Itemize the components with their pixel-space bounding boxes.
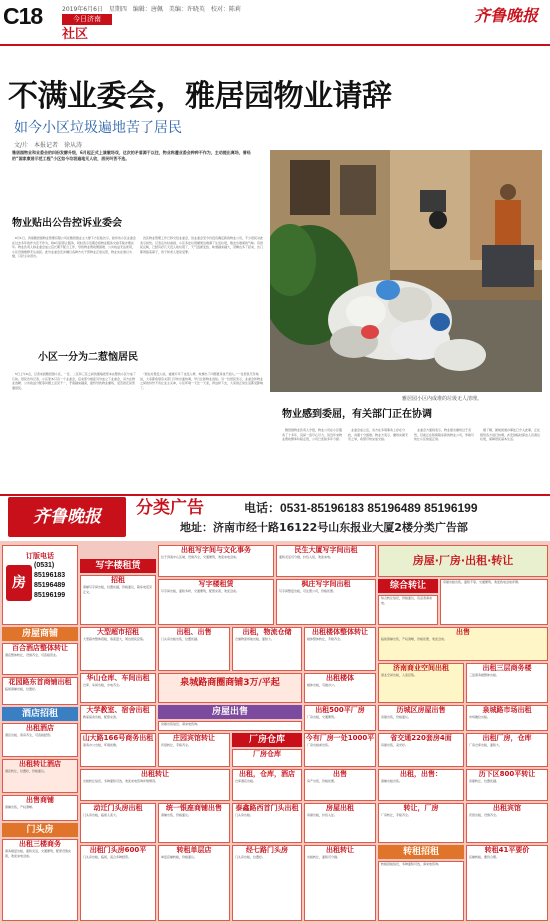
headline: 不满业委会，雅居园物业请辞 bbox=[8, 79, 392, 114]
page-number: C18 bbox=[3, 3, 43, 29]
ad-title: 房屋出租 bbox=[326, 804, 354, 812]
ad-title: 庄园宾馆转让 bbox=[173, 734, 215, 742]
subhead-notice: 物业贴出公告控诉业委会 bbox=[12, 218, 122, 229]
ad-title: 泉城路商圈商铺3万/平起 bbox=[180, 678, 280, 688]
ad-cell bbox=[466, 705, 548, 731]
ad-cell bbox=[466, 769, 548, 801]
ad-title: 出租500平厂房 bbox=[315, 706, 365, 714]
ad-cell bbox=[80, 733, 156, 767]
ad-cell bbox=[232, 803, 302, 843]
ad-logo: 齐鲁晚报 bbox=[8, 497, 126, 537]
ad-detail: 临街商铺出售，产权清晰，价格优惠，欢迎洽谈。 bbox=[381, 637, 448, 641]
sub-number-1: 85196183 bbox=[34, 572, 66, 579]
ad-title: 大学教室、宿舍出租 bbox=[86, 706, 150, 714]
photo-caption: 雅居园小区内成堆的垃圾无人清理。 bbox=[402, 396, 483, 402]
ad-cell bbox=[158, 579, 274, 625]
ad-detail: 位于济南中心区域，设施齐全，交通便利，欢迎来电洽谈。 bbox=[161, 555, 240, 559]
ad-detail: 转租招租信息，多种面积可选，请来电咨询。 bbox=[381, 862, 442, 866]
ad-cell bbox=[2, 839, 78, 921]
ad-detail: 厂房转让，手续齐全。 bbox=[381, 813, 412, 817]
ad-detail: 房屋出售信息，请来电咨询。 bbox=[161, 722, 201, 726]
ad-detail: 楼体出租，可做办公。 bbox=[307, 683, 338, 687]
classified-grid bbox=[0, 541, 550, 924]
ad-detail: 房屋转让，位置优越。 bbox=[469, 779, 500, 783]
ad-title: 出租楼体整体转让 bbox=[312, 628, 368, 636]
ad-cell bbox=[158, 845, 230, 921]
ad-title: 今有厂房一处1000平 bbox=[305, 734, 375, 742]
ad-detail: 房屋出售，价格面议。 bbox=[381, 715, 412, 719]
ad-cell bbox=[304, 733, 376, 767]
category-band: 写字楼租赁 bbox=[80, 559, 156, 573]
body-column-2: 四区物业管理工作已移交给业委会，但业委会至今仍没有确定新的物业公司，不少居民对此表示担忧。记者走访时看到，小区多处垃圾桶周边堆满了生活垃圾，散发出难闻的气味。有居民反映，已经有好几天没人收垃圾了，天气逐渐变热，味道越来越大，苍蝇也多了起来，出门都得捂着鼻子，孩子和老人更是受罪。 bbox=[140, 236, 264, 254]
ad-cell bbox=[378, 705, 464, 731]
ad-cell bbox=[80, 769, 230, 801]
body-column-7: 业委会方面则表示，物业提出撤场过于突然，目前正在积极联系新的物业公司，争取尽快让小区恢复正常。 bbox=[414, 428, 475, 442]
ad-cell bbox=[378, 769, 464, 801]
ad-title: 出租写字间与文化事务 bbox=[181, 546, 251, 554]
ad-cell bbox=[466, 845, 548, 921]
category-band: 门头房 bbox=[2, 823, 78, 837]
ad-cell bbox=[378, 627, 548, 661]
body-column-8: 据了解，属地街道办事处已介入此事，正在组织各方进行协调，并安排临时保洁人员清运垃圾，保障居民基本生活。 bbox=[480, 428, 541, 442]
ad-detail: 市场摊位出租。 bbox=[469, 715, 491, 719]
today-jinan-bar: 今日济南 bbox=[62, 14, 112, 25]
ad-title: 济南商业空间出租 bbox=[393, 664, 449, 672]
ad-detail: 写字间出租，面积多样，交通便利，配套完善，欢迎洽谈。 bbox=[161, 589, 240, 593]
ad-title: 出租转让酒店 bbox=[19, 760, 61, 768]
header-rule bbox=[0, 44, 550, 46]
ad-cell bbox=[378, 663, 464, 703]
ad-detail: 大型超市整体招租，客流量大，周边居民密集。 bbox=[83, 637, 147, 641]
byline: 文/片 本报记者 徐从涛 bbox=[14, 142, 83, 149]
ad-title: 出租三楼商务 bbox=[19, 840, 61, 848]
ad-title: 出租，仓库，酒店 bbox=[239, 770, 295, 778]
ad-title: 华山仓库、车间出租 bbox=[86, 674, 150, 682]
ad-title: 出租楼体 bbox=[326, 674, 354, 682]
ad-title: 统一银座商铺出售 bbox=[166, 804, 222, 812]
ad-title: 历下区800平转让 bbox=[478, 770, 536, 778]
ad-cell bbox=[440, 579, 548, 625]
ad-title: 房屋·厂房·出租·转让 bbox=[412, 554, 514, 567]
subscription-box bbox=[2, 545, 78, 625]
ad-title: 泉城路市场出租 bbox=[482, 706, 532, 714]
ad-detail: 酒店出租，客房齐全，可直接经营。 bbox=[5, 733, 54, 737]
ad-cell bbox=[378, 595, 438, 625]
ad-detail: 厂房仓库出租，面积大。 bbox=[469, 743, 503, 747]
ad-title: 山大路166号商务出租 bbox=[82, 734, 154, 742]
section-title: 社区 bbox=[62, 27, 89, 42]
ad-cell bbox=[158, 803, 230, 843]
ad-detail: 临街商铺出租，位置好。 bbox=[5, 687, 39, 691]
ad-title: 出租，出售： bbox=[400, 770, 442, 778]
ad-title: 厂房仓库 bbox=[253, 750, 281, 758]
ad-title: 出售商铺 bbox=[26, 796, 54, 804]
category-band: 转租招租 bbox=[378, 845, 464, 859]
ad-cell bbox=[304, 769, 376, 801]
ad-detail: 房屋出售，采光好。 bbox=[381, 743, 409, 747]
ad-phone: 电话：0531-85196183 85196489 85196199 bbox=[244, 501, 478, 515]
ad-detail: 宾馆转让，手续齐全。 bbox=[161, 743, 192, 747]
ad-address: 地址：济南市经十路16122号山东报业大厦2楼分类广告部 bbox=[180, 521, 468, 534]
ad-cell bbox=[466, 733, 548, 767]
ad-detail: 商铺出售，价格面议。 bbox=[161, 813, 192, 817]
ad-detail: 仓库酒店出租。 bbox=[235, 779, 257, 783]
ad-detail: 门头房出租。 bbox=[235, 813, 254, 817]
ad-detail: 出租转让，面积可分割。 bbox=[307, 855, 341, 859]
lead-paragraph: 雅居园物业和业委会的纠纷发酵升级，6月起正式上演撤场戏，这次的矛盾源于以往，物业称遭业委会种种不作为，主动提出离场，曾经的“国家康居示范工程”小区如今垃圾遍地无人收，居民叫苦不迭。 bbox=[12, 150, 251, 161]
ad-detail: 楼体整体转让，手续齐全。 bbox=[307, 637, 344, 641]
ad-detail: 门头房出租，位置好。 bbox=[235, 855, 266, 859]
subhead-division: 小区一分为二惹恼居民 bbox=[38, 352, 138, 363]
body-column-4: “现在垃圾没人收，楼道灯坏了也没人修，电梯出了问题更是找不到人。”一位居民无奈地说，大家都希望有关部门尽快出面协调，早日让新物业进驻。另一位居民表示，业委会和物业之间的纠纷不该让业主买单，小区环境一天比一天差，再这样下去，大家的正常生活都受影响了。 bbox=[140, 372, 264, 390]
ad-detail: 教室宿舍出租，配套完善。 bbox=[83, 715, 120, 719]
ad-detail: 厂房出租或出售。 bbox=[307, 743, 332, 747]
subscription-label: 订版电话 bbox=[26, 552, 54, 560]
ad-detail: 三层商务楼整体出租。 bbox=[469, 673, 500, 677]
ad-cell bbox=[304, 845, 376, 921]
ad-title: 出售 bbox=[333, 770, 347, 778]
ad-detail: 宾馆出租，设施齐全。 bbox=[469, 813, 500, 817]
ad-detail: 店铺转租，要价合理。 bbox=[469, 855, 500, 859]
ad-title: 经七路门头房 bbox=[246, 846, 288, 854]
ad-cell bbox=[2, 723, 78, 757]
ad-cell bbox=[466, 663, 548, 703]
ad-title: 枫庄写字间出租 bbox=[301, 580, 351, 588]
ad-detail: 房屋出租出售，面积不等，交通便利，欢迎致电洽谈详情。 bbox=[443, 580, 522, 584]
ad-cell bbox=[232, 769, 302, 801]
ad-title: 民生大厦写字间出租 bbox=[294, 546, 358, 554]
ad-cell bbox=[158, 721, 302, 731]
ad-cell bbox=[80, 627, 156, 671]
ad-detail: 出租转让信息，多种面积可选，欢迎来电咨询详细情况。 bbox=[83, 779, 159, 783]
ad-cell bbox=[466, 803, 548, 843]
body-column-6: 业委会成立后，双方在多项事务上存在分歧，沟通十分困难。物业方表示，撤场实属无奈之举，希望尽快完成交接。 bbox=[348, 428, 409, 442]
ad-title: 出租转让 bbox=[326, 846, 354, 854]
ad-cell bbox=[232, 845, 302, 921]
category-band: 房屋商铺 bbox=[2, 627, 78, 641]
ad-cell bbox=[304, 673, 376, 703]
ad-detail: 商铺出租出售。 bbox=[381, 779, 403, 783]
ad-cell bbox=[158, 545, 274, 577]
ad-title: 泰鑫路西首门头出租 bbox=[235, 804, 299, 812]
category-band: 厂房仓库 bbox=[232, 733, 302, 747]
issue-meta: 2019年6月6日 星期四 编辑：唐佩 美编：许晓英 校对：陈莉 bbox=[62, 6, 241, 13]
ad-detail: 仓储物流场地出租，面积大。 bbox=[235, 637, 275, 641]
ad-cell bbox=[2, 643, 78, 675]
ad-cell bbox=[378, 545, 548, 577]
ad-title: 出售 bbox=[456, 628, 470, 636]
ad-cell bbox=[80, 673, 156, 703]
ad-detail: 酒店转让，位置好，价格面议。 bbox=[5, 769, 48, 773]
sub-number-0: (0531) bbox=[34, 562, 55, 569]
ad-title: 出租转让 bbox=[141, 770, 169, 778]
ad-detail: 面积灵活可分割，拎包入驻，欢迎来电。 bbox=[279, 555, 334, 559]
sub-number-3: 85196199 bbox=[34, 592, 66, 599]
ad-title: 动迁门头房出租 bbox=[93, 804, 143, 812]
ad-title: 出租厂房，仓库 bbox=[482, 734, 532, 742]
body-column-3: 5日上午6点，记者来到雅居园小区，一区、二区和三区之间的围墙把原本完整的小区分成了几块。居民告诉记者，小区原本只有一个业委会，后来部分楼座另外成立了业委会，双方在物业选聘、公共收益分配等问题上意见不一，矛盾越来越深，最终导致物业撤场，受苦的还是普通居民。 bbox=[12, 372, 136, 390]
ad-title: 花园路东首商铺出租 bbox=[8, 678, 72, 686]
ad-title: 写字楼租赁 bbox=[198, 580, 234, 588]
ad-title: 转租41平要价 bbox=[484, 846, 530, 854]
body-column-1: 6月1日，济南雅居园物业管理有限公司在雅居园业主大厦下方张贴告示，控诉该小区业委会在过去多年的作为及不作为，称6月起停止服务，同时表示近期会将物业服务交接手续办理完毕。物业负责人称业委会成立后长期不配合工作，导致物业费收缴困难、公共收益无法使用，小区设施维修无从谈起。此外业委会还涉嫌以各种方式干预物业正常运营，物业实在难以为继，只好主动退出。 bbox=[12, 236, 136, 259]
ad-cell bbox=[378, 733, 464, 767]
ad-cell bbox=[304, 803, 376, 843]
ad-detail: 门头房出租，临街，适合多种经营。 bbox=[83, 855, 132, 859]
category-band: 房屋出售 bbox=[158, 705, 302, 719]
ad-detail: 单层店铺转租，价格面议。 bbox=[161, 855, 198, 859]
sub-number-2: 85196489 bbox=[34, 582, 66, 589]
ad-cell bbox=[158, 673, 302, 703]
ad-title: 转租单层店 bbox=[176, 846, 212, 854]
ad-cell bbox=[2, 795, 78, 821]
category-band: 酒店招租 bbox=[2, 707, 78, 721]
ad-detail: 商铺写字间出租，位置优越，价格面议，联系电话见正文。 bbox=[83, 585, 153, 594]
garbage-photo bbox=[270, 150, 542, 392]
ad-title: 出租酒店 bbox=[26, 724, 54, 732]
ad-detail: 酒店整体转让，设施齐全，可直接营业。 bbox=[5, 653, 60, 657]
ad-detail: 写字间整层出租，可注册公司，价格优惠。 bbox=[279, 589, 337, 593]
ad-cell bbox=[232, 749, 302, 767]
ad-section-title: 分类广告 bbox=[136, 498, 204, 518]
ad-title: 百合酒店整体转让 bbox=[12, 644, 68, 652]
ad-cell bbox=[378, 861, 464, 921]
house-emblem: 房 bbox=[6, 565, 32, 601]
ad-cell bbox=[2, 759, 78, 793]
ad-cell bbox=[80, 803, 156, 843]
ad-cell bbox=[304, 627, 376, 671]
ad-title: 出租门头房600平 bbox=[89, 846, 147, 854]
ad-cell bbox=[158, 733, 230, 767]
category-band: 综合转让 bbox=[378, 579, 438, 593]
ad-detail: 房屋出租，拎包入住。 bbox=[307, 813, 338, 817]
ad-title: 转让，厂房 bbox=[403, 804, 439, 812]
ad-title: 省交通220套房4面 bbox=[390, 734, 452, 742]
ad-cell bbox=[232, 627, 302, 671]
ad-cell bbox=[276, 579, 376, 625]
subhead-coordination: 物业感到委屈，有关部门正在协调 bbox=[282, 409, 432, 420]
ad-detail: 综合转让信息，价格面议，有意者请来电。 bbox=[381, 596, 433, 605]
ad-cell bbox=[304, 705, 376, 731]
ad-detail: 房产出售，价格优惠。 bbox=[307, 779, 338, 783]
ad-title: 招租 bbox=[111, 576, 125, 584]
ad-detail: 商铺出售，产权清晰。 bbox=[5, 805, 36, 809]
ad-title: 出租三层商务楼 bbox=[482, 664, 532, 672]
garbage-photo-illustration bbox=[270, 150, 542, 392]
ad-title: 大型超市招租 bbox=[97, 628, 139, 636]
ad-detail: 门头房出租出售，位置优越。 bbox=[161, 637, 201, 641]
ad-cell bbox=[378, 803, 464, 843]
ad-title: 出租宾馆 bbox=[493, 804, 521, 812]
ad-cell bbox=[276, 545, 376, 577]
ad-detail: 厂房出租，交通便利。 bbox=[307, 715, 338, 719]
subheadline: 如今小区垃圾遍地苦了居民 bbox=[14, 120, 182, 136]
page-header bbox=[0, 0, 550, 44]
ad-detail: 商务楼层出租，面积灵活，交通便利，配套设施完善，欢迎来电洽谈。 bbox=[5, 849, 72, 858]
ad-cell bbox=[80, 845, 156, 921]
ad-cell bbox=[158, 627, 230, 671]
body-column-5: 雅居园物业负责人介绍，物业公司在小区服务了十多年，其间一直尽心尽力，但近年来物业费收缴率持续走低，公司已连续多年亏损。 bbox=[282, 428, 343, 442]
ad-detail: 商业空间出租，人流密集。 bbox=[381, 673, 418, 677]
ad-title: 出租、出售 bbox=[176, 628, 212, 636]
ad-cell bbox=[2, 677, 78, 705]
ad-cell bbox=[80, 705, 156, 731]
ad-title: 出租，物流仓储 bbox=[242, 628, 292, 636]
ad-cell bbox=[80, 575, 156, 625]
ad-detail: 商务办公出租，环境优雅。 bbox=[83, 743, 120, 747]
ad-detail: 仓库、车间出租，水电齐全。 bbox=[83, 683, 123, 687]
ad-detail: 门头房出租，临街人流大。 bbox=[83, 813, 120, 817]
newspaper-brand: 齐鲁晚报 bbox=[473, 6, 538, 25]
ad-title: 历城区房屋出售 bbox=[396, 706, 446, 714]
